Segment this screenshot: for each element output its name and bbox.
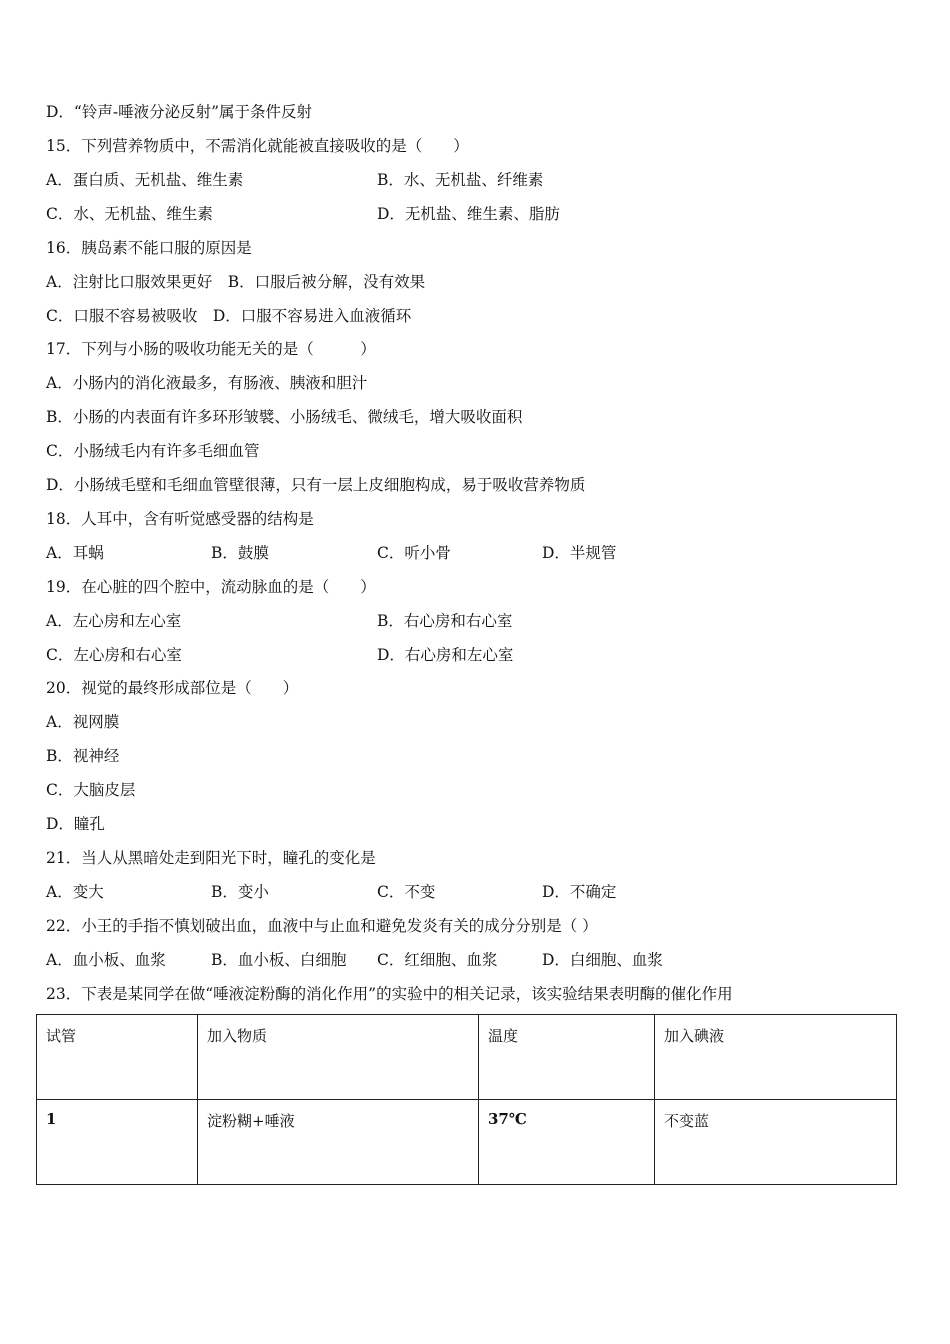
q15-option-c: C．水、无机盐、维生素 <box>46 205 213 223</box>
q14-option-d: D．“铃声-唾液分泌反射”属于条件反射 <box>46 103 313 121</box>
q15-option-a: A．蛋白质、无机盐、维生素 <box>46 171 244 189</box>
q22-stem: 22．小王的手指不慎划破出血，血液中与止血和避免发炎有关的成分分别是（ ） <box>46 917 598 935</box>
q15-option-d: D．无机盐、维生素、脂肪 <box>377 205 560 223</box>
q20-option-b: B．视神经 <box>46 747 120 765</box>
q19-option-c: C．左心房和右心室 <box>46 646 182 664</box>
experiment-table <box>36 1014 897 1185</box>
q17-option-c: C．小肠绒毛内有许多毛细血管 <box>46 442 260 460</box>
q23-stem: 23．下表是某同学在做“唾液淀粉酶的消化作用”的实验中的相关记录，该实验结果表明酶的催化作用 <box>46 985 733 1003</box>
q16-options-ab: A．注射比口服效果更好 B．口服后被分解，没有效果 <box>46 273 426 291</box>
table-cell: 不变蓝 <box>655 1100 897 1185</box>
table-cell: 37℃ <box>479 1100 655 1185</box>
q21-option-d: D．不确定 <box>542 883 617 901</box>
table-cell: 淀粉糊+唾液 <box>198 1100 479 1185</box>
q20-option-a: A．视网膜 <box>46 713 120 731</box>
q19-stem: 19．在心脏的四个腔中，流动脉血的是（ ） <box>46 578 376 596</box>
q21-option-a: A．变大 <box>46 883 104 901</box>
q17-option-b: B．小肠的内表面有许多环形皱襞、小肠绒毛、微绒毛，增大吸收面积 <box>46 408 523 426</box>
q21-stem: 21．当人从黑暗处走到阳光下时，瞳孔的变化是 <box>46 849 376 867</box>
q20-stem: 20．视觉的最终形成部位是（ ） <box>46 679 299 697</box>
q16-stem: 16．胰岛素不能口服的原因是 <box>46 239 252 257</box>
q15-stem: 15．下列营养物质中，不需消化就能被直接吸收的是（ ） <box>46 137 469 155</box>
table-header-cell: 试管 <box>37 1015 198 1100</box>
q18-option-b: B．鼓膜 <box>211 544 269 562</box>
q22-option-b: B．血小板、白细胞 <box>211 951 347 969</box>
q21-option-b: B．变小 <box>211 883 269 901</box>
q22-option-c: C．红细胞、血浆 <box>377 951 498 969</box>
q22-option-d: D．白细胞、血浆 <box>542 951 663 969</box>
table-header-row <box>37 1015 897 1100</box>
q17-option-a: A．小肠内的消化液最多，有肠液、胰液和胆汁 <box>46 374 368 392</box>
table-header-cell: 加入碘液 <box>655 1015 897 1100</box>
q20-option-d: D．瞳孔 <box>46 815 105 833</box>
q21-option-c: C．不变 <box>377 883 436 901</box>
q22-option-a: A．血小板、血浆 <box>46 951 166 969</box>
q16-options-cd: C．口服不容易被吸收 D．口服不容易进入血液循环 <box>46 307 412 325</box>
q18-option-c: C．听小骨 <box>377 544 451 562</box>
q19-option-a: A．左心房和左心室 <box>46 612 182 630</box>
q19-option-b: B．右心房和右心室 <box>377 612 513 630</box>
q17-stem: 17．下列与小肠的吸收功能无关的是（ ） <box>46 340 376 358</box>
q17-option-d: D．小肠绒毛壁和毛细血管壁很薄，只有一层上皮细胞构成，易于吸收营养物质 <box>46 476 586 494</box>
q19-option-d: D．右心房和左心室 <box>377 646 514 664</box>
q18-option-d: D．半规管 <box>542 544 617 562</box>
q18-option-a: A．耳蜗 <box>46 544 104 562</box>
q18-stem: 18．人耳中，含有听觉感受器的结构是 <box>46 510 314 528</box>
q20-option-c: C．大脑皮层 <box>46 781 136 799</box>
table-header-cell: 温度 <box>479 1015 655 1100</box>
table-row <box>37 1100 897 1185</box>
table-cell: 1 <box>37 1100 198 1185</box>
table-header-cell: 加入物质 <box>198 1015 479 1100</box>
q15-option-b: B．水、无机盐、纤维素 <box>377 171 544 189</box>
